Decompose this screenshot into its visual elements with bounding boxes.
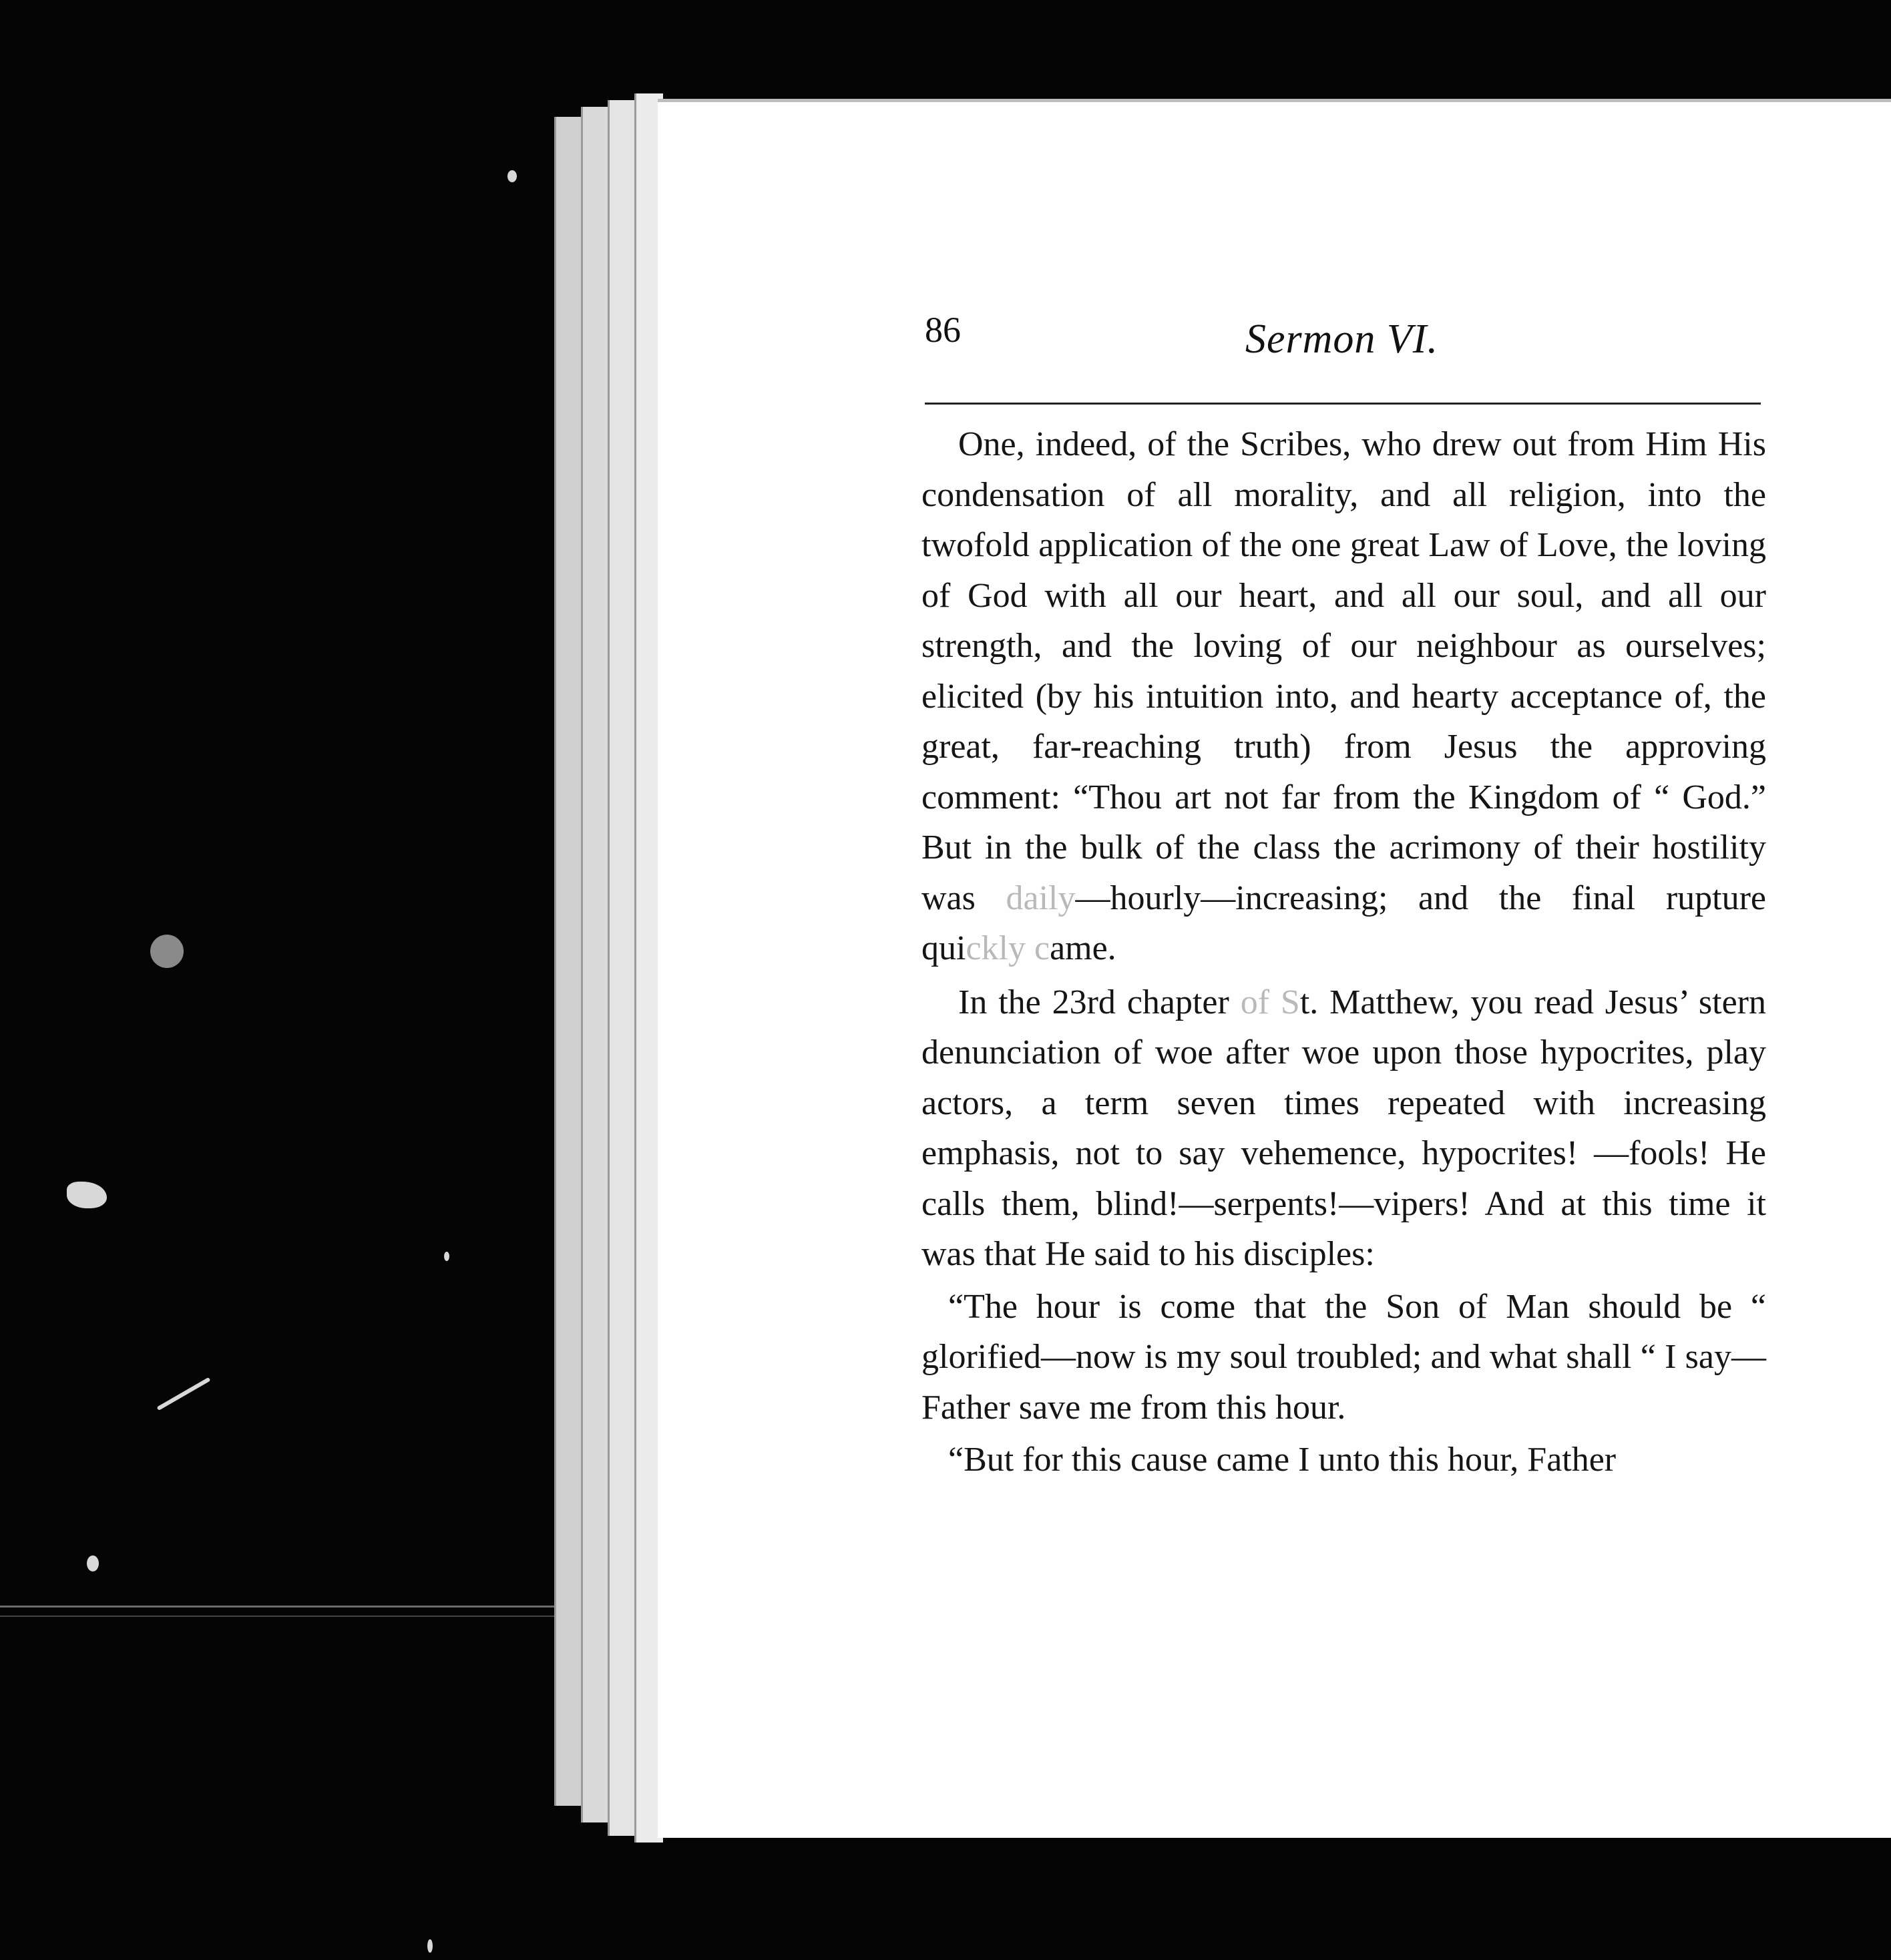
text-run: t. Matthew, you read Jesus’ stern denunciation of woe after woe upon those hypocrites, play actors, a term seven times repeated with increasing emphasis, not to say vehemence, hypocrites! —fools! He calls them, blind!—serpents!—vipers! And at this time it was that He said to his disciples: bbox=[921, 983, 1766, 1273]
scan-speck bbox=[67, 1182, 107, 1208]
faded-text: of S bbox=[1240, 983, 1300, 1021]
scan-line bbox=[0, 1616, 561, 1617]
page-stack-edge bbox=[581, 107, 610, 1822]
book-page bbox=[658, 99, 1891, 1838]
text-run: In the 23rd chapter bbox=[958, 983, 1241, 1021]
body-text bbox=[921, 419, 1766, 1485]
quotation: “The hour is come that the Son of Man should be “ glorified—now is my soul troubled; and what shall “ I say—Father save me from this hour. bbox=[921, 1287, 1766, 1427]
faded-text: ckly c bbox=[966, 929, 1050, 967]
text-run: One, indeed, of the Scribes, who drew out from Him His condensation of all morality, and all religion, into the twofold application of the one great Law of Love, the loving of God with all our heart, and all our soul, and all our strength, and the loving of our neighbour as ourselves; elicited (by his intuition into, and hearty acceptance of, the great, far-reaching truth) from Jesus the approving comment: “Thou art not far from the Kingdom of “ God.” But in the bulk of the class the acrimony of their hostility was bbox=[921, 425, 1766, 917]
page-number: 86 bbox=[925, 310, 961, 350]
paragraph bbox=[921, 419, 1766, 974]
page-stack-edge bbox=[608, 100, 636, 1836]
text-run: —hourly—increasing; and the final rupture qui bbox=[921, 879, 1766, 967]
running-head: Sermon VI. bbox=[1245, 316, 1438, 362]
scan-speck bbox=[87, 1555, 99, 1571]
text-run: ame. bbox=[1050, 929, 1116, 967]
quotation: “But for this cause came I unto this hour, Father bbox=[948, 1441, 1617, 1479]
faded-text: daily bbox=[1006, 879, 1076, 917]
scan-speck bbox=[150, 935, 184, 968]
paragraph bbox=[921, 977, 1766, 1280]
header-rule bbox=[925, 403, 1761, 405]
scan-speck bbox=[444, 1252, 449, 1261]
page-stack-edge bbox=[554, 117, 583, 1806]
scan-line bbox=[0, 1606, 561, 1608]
scan-speck bbox=[427, 1939, 433, 1953]
scan-speck bbox=[157, 1377, 211, 1411]
scan-speck bbox=[507, 170, 517, 182]
